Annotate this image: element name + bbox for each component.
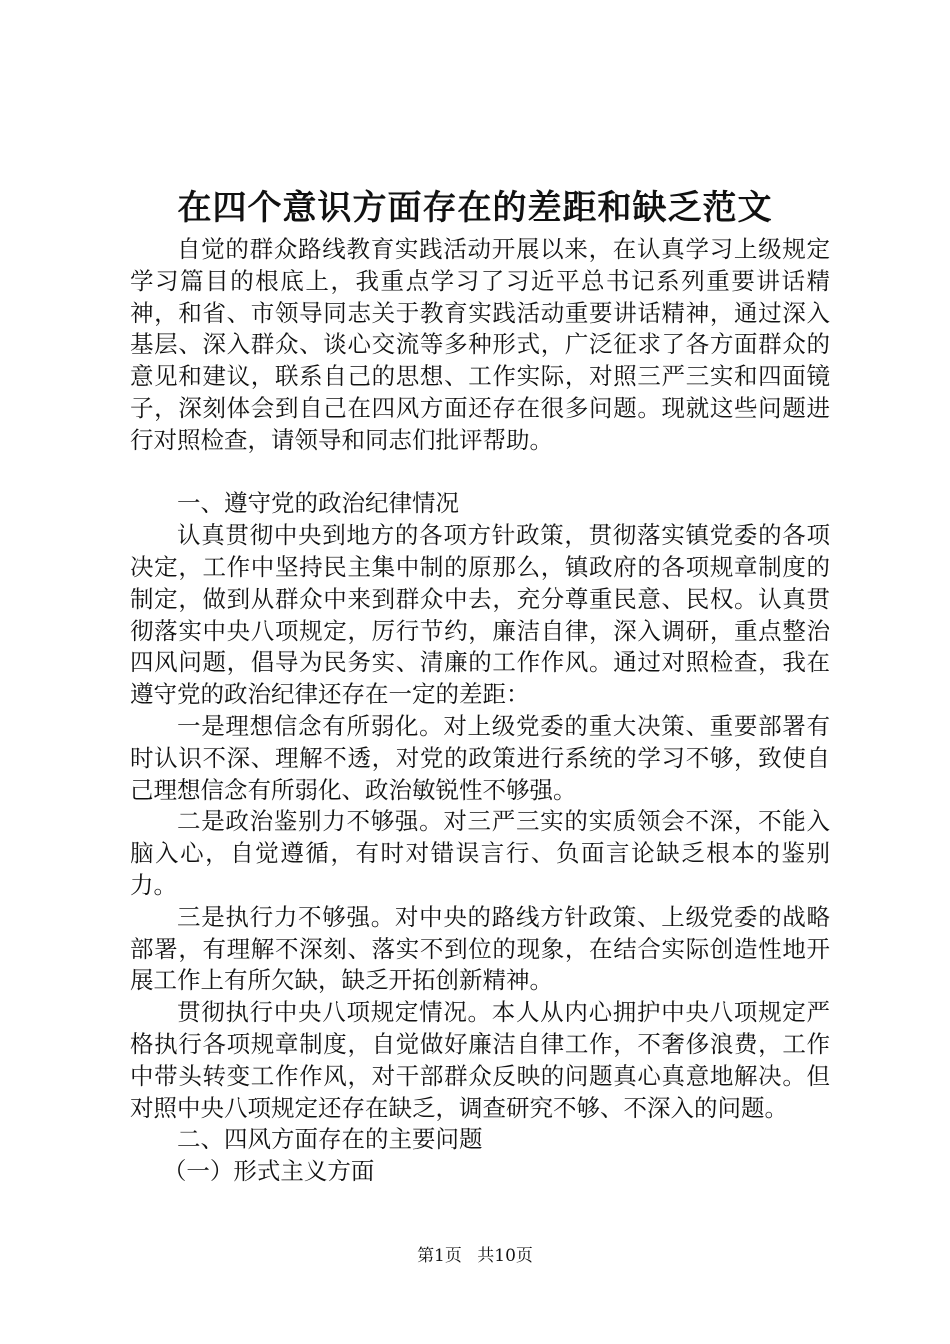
section-heading-four-winds: 二、四风方面存在的主要问题 — [177, 1125, 483, 1154]
subsection-heading-formalism: （一）形式主义方面 — [162, 1157, 375, 1186]
page-number: 第1页 — [417, 1246, 462, 1266]
document-body — [130, 234, 830, 1188]
body-paragraph: 二是政治鉴别力不够强。对三严三实的实质领会不深，不能入脑入心，自觉遵循，有时对错误言行、负面言论缺乏根本的鉴别力。 — [130, 807, 830, 899]
page-total: 共10页 — [477, 1246, 533, 1266]
section-heading-political-discipline: 一、遵守党的政治纪律情况 — [177, 489, 459, 518]
document-title: 在四个意识方面存在的差距和缺乏范文 — [177, 188, 773, 228]
paragraph-spacer — [130, 457, 830, 489]
body-paragraph: 一是理想信念有所弱化。对上级党委的重大决策、重要部署有时认识不深、理解不透，对党的政策进行系统的学习不够，致使自己理想信念有所弱化、政治敏锐性不够强。 — [130, 711, 830, 804]
body-paragraph: 贯彻执行中央八项规定情况。本人从内心拥护中央八项规定严格执行各项规章制度，自觉做好廉洁自律工作，不奢侈浪费，工作中带头转变工作作风，对干部群众反映的问题真心真意地解决。但对照中央八项规定还存在缺乏，调查研究不够、不深入的问题。 — [130, 998, 830, 1122]
body-paragraph: 认真贯彻中央到地方的各项方针政策，贯彻落实镇党委的各项决定，工作中坚持民主集中制的原那么，镇政府的各项规章制度的制定，做到从群众中来到群众中去，充分尊重民意、民权。认真贯彻落实中央八项规定，厉行节约，廉洁自律，深入调研，重点整治四风问题，倡导为民务实、清廉的工作作风。通过对照检查，我在遵守党的政治纪律还存在一定的差距： — [130, 521, 830, 709]
page-footer — [0, 1245, 950, 1267]
body-paragraph: 三是执行力不够强。对中央的路线方针政策、上级党委的战略部署，有理解不深刻、落实不到位的现象，在结合实际创造性地开展工作上有所欠缺，缺乏开拓创新精神。 — [130, 902, 830, 995]
intro-paragraph: 自觉的群众路线教育实践活动开展以来，在认真学习上级规定学习篇目的根底上，我重点学习了习近平总书记系列重要讲话精神，和省、市领导同志关于教育实践活动重要讲话精神，通过深入基层、深入群众、谈心交流等多种形式，广泛征求了各方面群众的意见和建议，联系自己的思想、工作实际，对照三严三实和四面镜子，深刻体会到自己在四风方面还存在很多问题。现就这些问题进行对照检查，请领导和同志们批评帮助。 — [130, 235, 830, 454]
